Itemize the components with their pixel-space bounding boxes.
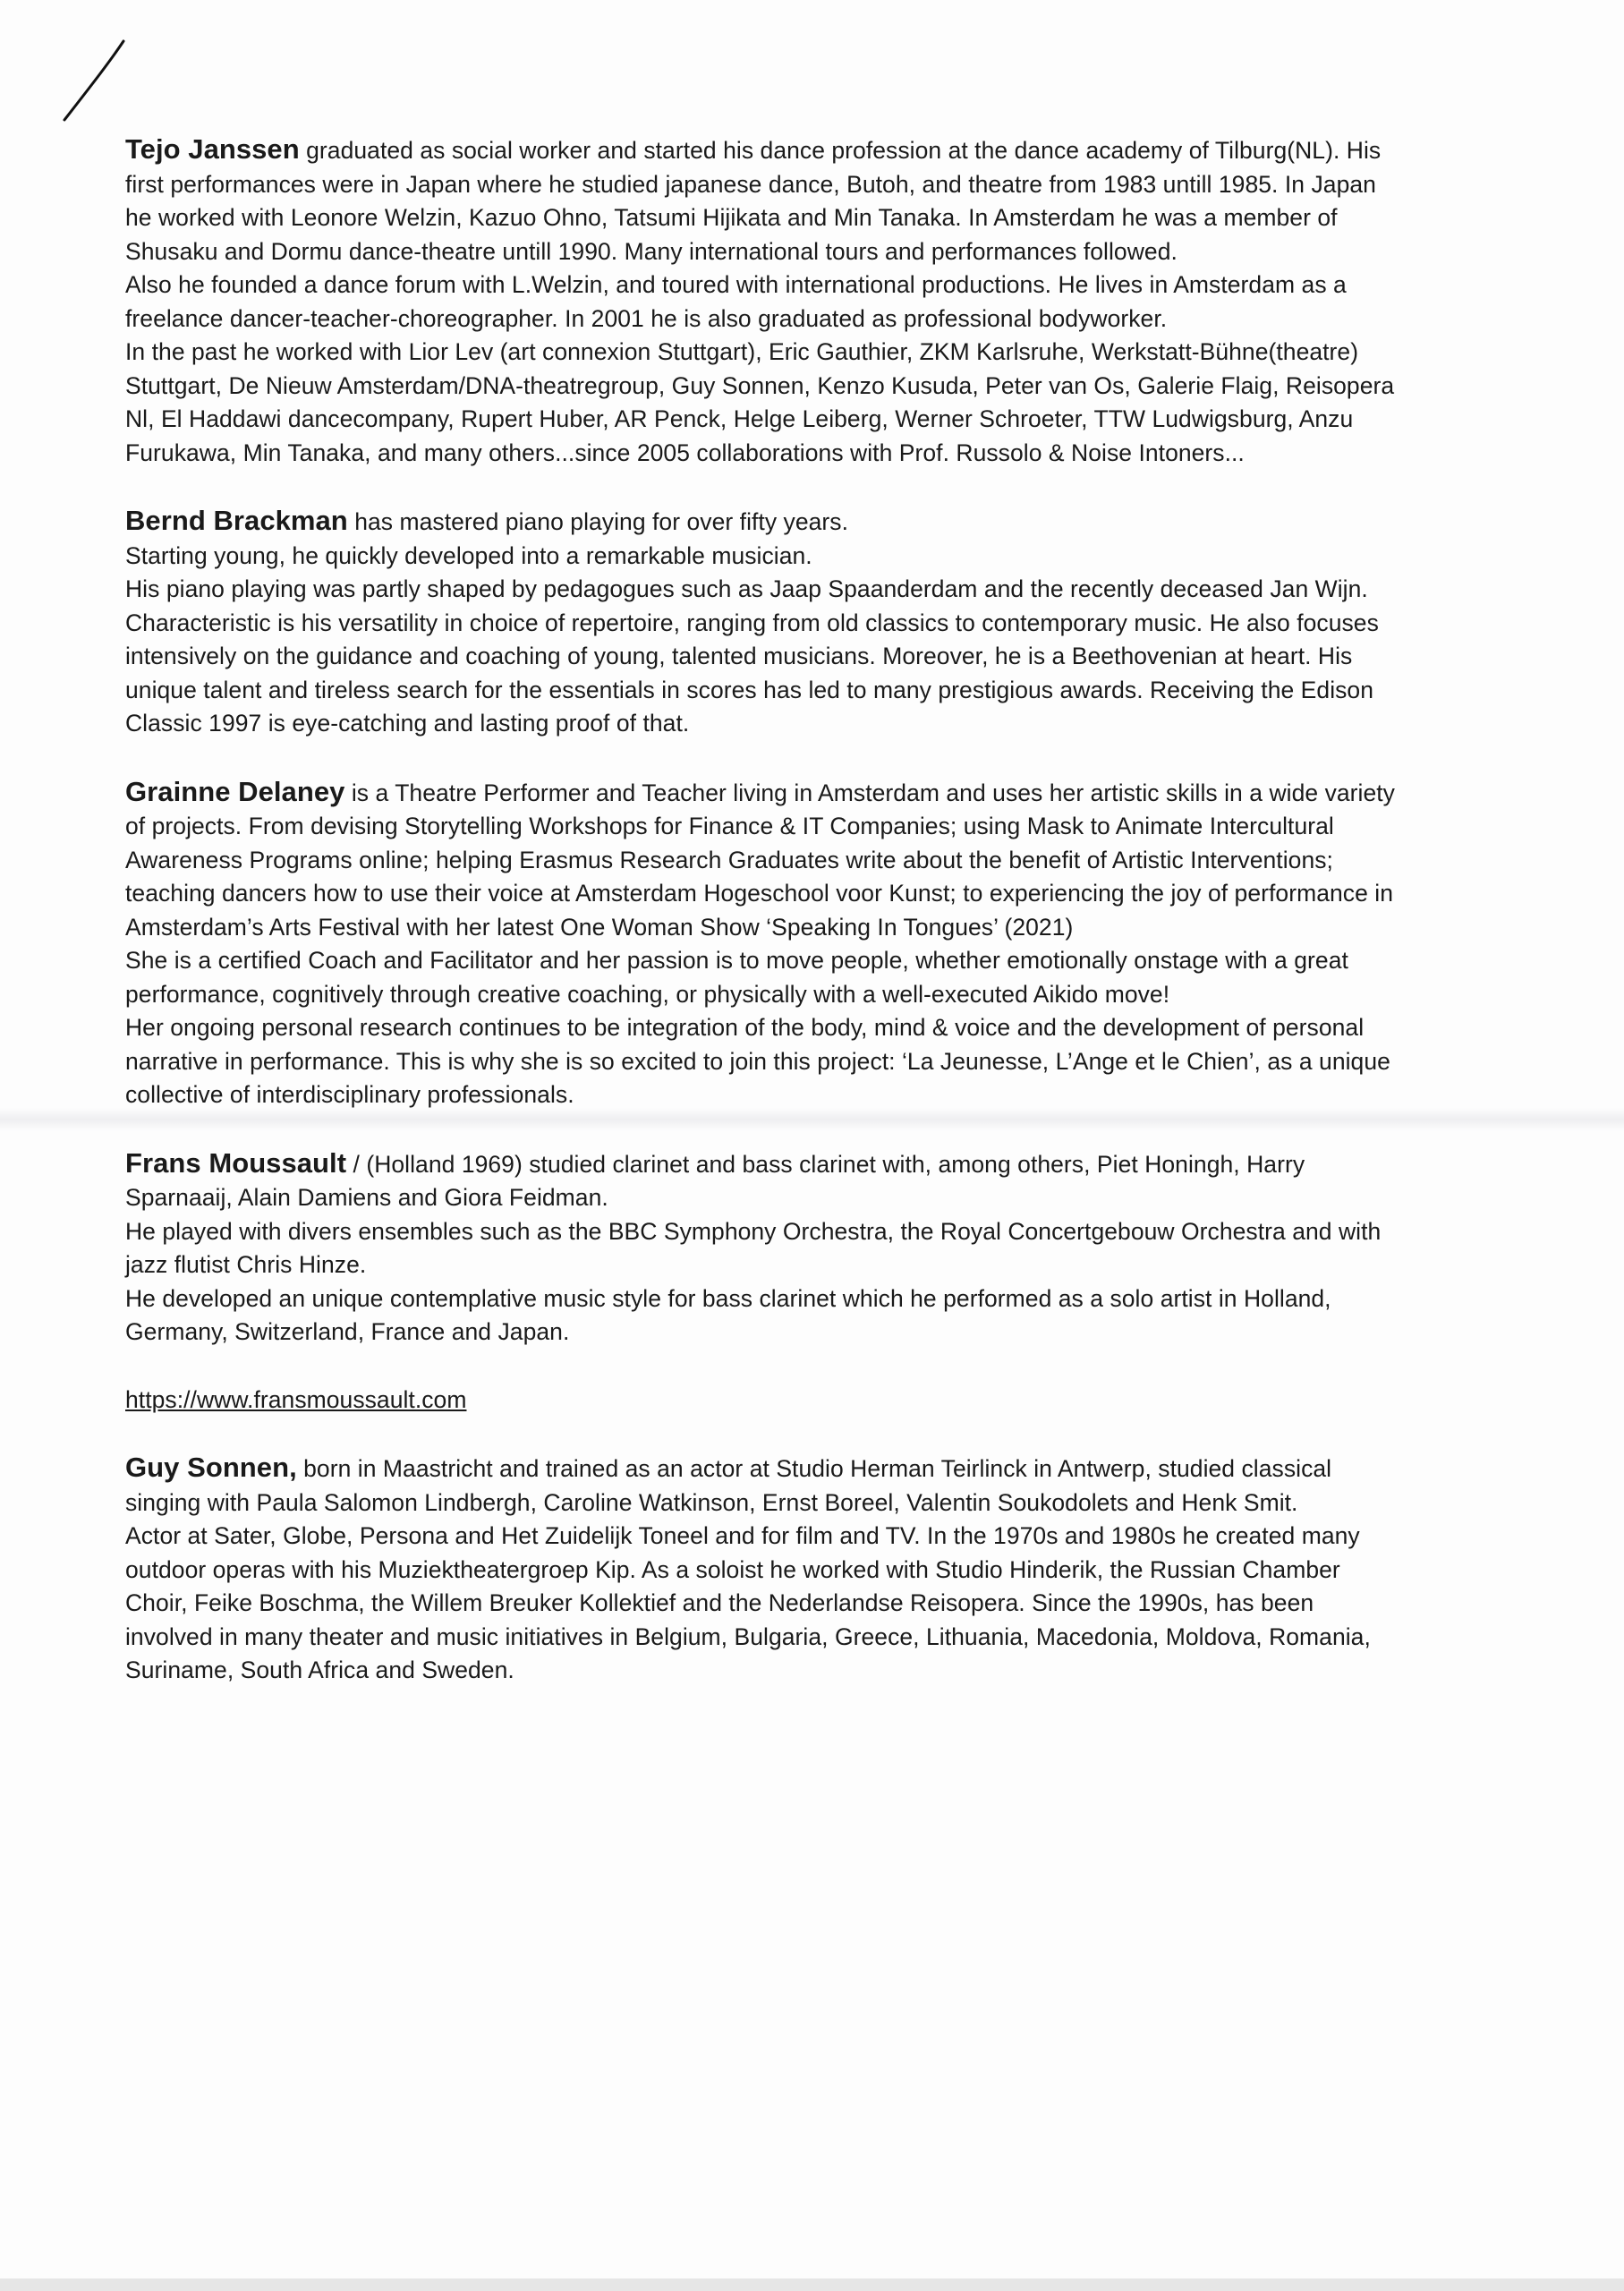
bio-text: has mastered piano playing for over fifty years.: [347, 508, 849, 535]
bio-paragraph: His piano playing was partly shaped by pedagogues such as Jaap Spaanderdam and the recently deceased Jan Wijn.: [125, 575, 1368, 602]
bio-paragraph: She is a certified Coach and Facilitator and her passion is to move people, whether emotionally onstage with a great performance, cognitively through creative coaching, or physically with a well-executed Aikido move!: [125, 947, 1348, 1008]
bio-name: Bernd Brackman: [125, 505, 348, 536]
bio-bernd-brackman: [125, 504, 1405, 741]
bio-guy-sonnen: [125, 1451, 1405, 1688]
bio-name: Grainne Delaney: [125, 775, 345, 807]
website-link[interactable]: https://www.fransmoussault.com: [125, 1385, 467, 1413]
bio-grainne-delaney: [125, 775, 1405, 1112]
bio-paragraph: [125, 775, 1405, 945]
bio-paragraph: Actor at Sater, Globe, Persona and Het Zuidelijk Toneel and for film and TV. In the 1970s and 1980s he created many outdoor operas with his Muziektheatergroep Kip. As a soloist he worked with Studio Hinderik, the Russian Chamber Choir, Feike Boschma, the Willem Breuker Kollektief and the Nederlandse Reisopera. Since the 1990s, has been involved in many theater and music initiatives in Belgium, Bulgaria, Greece, Lithuania, Macedonia, Moldova, Romania, Suriname, South Africa and Sweden.: [125, 1522, 1371, 1683]
bio-paragraph: [125, 1451, 1405, 1520]
bio-name: Tejo Janssen: [125, 133, 300, 165]
bio-paragraph: Starting young, he quickly developed into a remarkable musician.: [125, 541, 812, 569]
bio-paragraph: He played with divers ensembles such as the BBC Symphony Orchestra, the Royal Concertgebouw Orchestra and with jazz flutist Chris Hinze.: [125, 1217, 1382, 1278]
bio-text: born in Maastricht and trained as an actor at Studio Herman Teirlinck in Antwerp, studied classical singing with Paula Salomon Lindbergh, Caroline Watkinson, Ernst Boreel, Valentin Soukodolets and Henk Smit.: [125, 1455, 1332, 1516]
bio-tejo-janssen: [125, 132, 1405, 470]
bio-text: / (Holland 1969) studied clarinet and bass clarinet with, among others, Piet Honingh, Harry Sparnaaij, Alain Damiens and Giora Feidman.: [125, 1150, 1305, 1211]
bio-paragraph: He developed an unique contemplative music style for bass clarinet which he performed as a solo artist in Holland, Germany, Switzerland, France and Japan.: [125, 1284, 1331, 1345]
bio-paragraph: Her ongoing personal research continues to be integration of the body, mind & voice and the development of personal narrative in performance. This is why she is so excited to join this project: ‘La Jeunesse, L’Ange et le Chien’, as a unique collective of interdisciplinary professionals.: [125, 1014, 1390, 1108]
scan-bottom-edge: [0, 2278, 1624, 2291]
bio-text: is a Theatre Performer and Teacher living in Amsterdam and uses her artistic skills in a wide variety of projects. From devising Storytelling Workshops for Finance & IT Companies; using Mask to Animate Intercultural Awareness Programs online; helping Erasmus Research Graduates write about the benefit of Artistic Interventions; teaching dancers how to use their voice at Amsterdam Hogeschool voor Kunst; to experiencing the joy of performance in Amsterdam’s Arts Festival with her latest One Woman Show ‘Speaking In Tongues’ (2021): [125, 779, 1395, 941]
bio-name: Frans Moussault: [125, 1146, 347, 1179]
bio-text: graduated as social worker and started his dance profession at the dance academy of Tilburg(NL). His first performances were in Japan where he studied japanese dance, Butoh, and theatre from 1983 untill 1985. In Japan he worked with Leonore Welzin, Kazuo Ohno, Tatsumi Hijikata and Min Tanaka. In Amsterdam he was a member of Shusaku and Dormu dance-theatre untill 1990. Many international tours and performances followed.: [125, 137, 1382, 265]
bio-paragraph: [125, 132, 1405, 268]
bio-paragraph: Also he founded a dance forum with L.Welzin, and toured with international productions. He lives in Amsterdam as a freelance dancer-teacher-choreographer. In 2001 he is also graduated as professional bodyworker.: [125, 271, 1347, 332]
bio-frans-moussault: [125, 1146, 1405, 1350]
bio-paragraph: Characteristic is his versatility in choice of repertoire, ranging from old classics to contemporary music. He also focuses intensively on the guidance and coaching of young, talented musicians. Moreover, he is a Beethovenian at heart. His unique talent and tireless search for the essentials in scores has led to many prestigious awards. Receiving the Edison Classic 1997 is eye-catching and lasting proof of that.: [125, 609, 1379, 737]
bio-content: [125, 132, 1405, 1722]
website-link-row: [125, 1384, 1405, 1418]
bio-paragraph: [125, 504, 1405, 540]
bio-paragraph: [125, 1146, 1405, 1215]
bio-name: Guy Sonnen,: [125, 1452, 297, 1483]
bio-paragraph: In the past he worked with Lior Lev (art connexion Stuttgart), Eric Gauthier, ZKM Karlsruhe, Werkstatt-Bühne(theatre) Stuttgart, De Nieuw Amsterdam/DNA-theatregroup, Guy Sonnen, Kenzo Kusuda, Peter van Os, Galerie Flaig, Reisopera Nl, El Haddawi dancecompany, Rupert Huber, AR Penck, Helge Leiberg, Werner Schroeter, TTW Ludwigsburg, Anzu Furukawa, Min Tanaka, and many others...since 2005 collaborations with Prof. Russolo & Noise Intoners...: [125, 338, 1395, 466]
handwritten-slash-mark: [54, 36, 134, 125]
